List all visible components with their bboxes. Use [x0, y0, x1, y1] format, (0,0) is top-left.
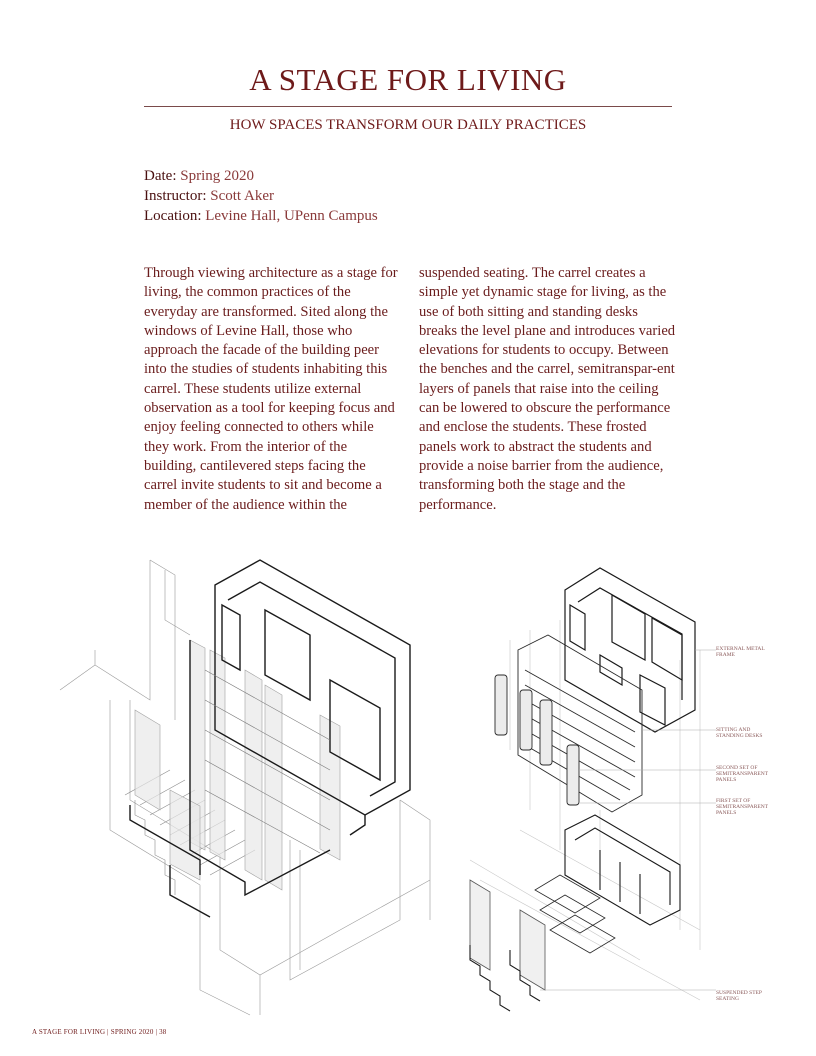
title-divider — [144, 106, 672, 107]
axonometric-drawings — [0, 550, 816, 1020]
location-label: Location: — [144, 208, 202, 224]
date-value: Spring 2020 — [180, 168, 254, 184]
body-column-2: suspended seating. The carrel creates a simple yet dynamic stage for living, as the use of both sitting and standing desks breaks the level plane and introduces varied elevations for students to occupy. Between the benches and the carrel, semitranspar-ent layers of panels that raise into the ceiling can be lowered to obscure the performance and enclose the students. These frosted panels work to abstract the students and provide a noise barrier from the audience, transforming both the stage and the performance. — [419, 265, 676, 513]
date-label: Date: — [144, 168, 177, 184]
location-value: Levine Hall, UPenn Campus — [205, 208, 378, 224]
meta-location — [144, 206, 378, 226]
meta-instructor — [144, 186, 378, 206]
project-meta — [144, 166, 378, 226]
instructor-label: Instructor: — [144, 188, 207, 204]
label-external-frame: EXTERNAL METAL FRAME — [716, 646, 765, 658]
label-step-seating: SUSPENDED STEP SEATING — [716, 990, 762, 1002]
body-column-1: Through viewing architecture as a stage for living, the common practices of the everyday are transformed. Sited along the windows of Levine Hall, those who approach the facade of the building peer into the studies of students inhabiting this carrel. These students utilize external observation as a tool for keeping focus and enjoy feeling connected to others while they work. From the interior of the building, cantilevered steps facing the carrel invite students to sit and become a member of the audience within the — [144, 265, 398, 513]
page-footer: A STAGE FOR LIVING | SPRING 2020 | 38 — [32, 1028, 167, 1036]
exploded-carrel-drawing — [470, 568, 716, 1011]
label-second-panels: SECOND SET OF SEMITRANSPARENT PANELS — [716, 765, 768, 783]
page-subtitle: HOW SPACES TRANSFORM OUR DAILY PRACTICES — [229, 117, 587, 133]
page-title: A STAGE FOR LIVING — [249, 62, 567, 97]
instructor-value: Scott Aker — [210, 188, 274, 204]
label-first-panels: FIRST SET OF SEMITRANSPARENT PANELS — [716, 798, 768, 816]
meta-date — [144, 166, 378, 186]
label-desks: SITTING AND STANDING DESKS — [716, 727, 763, 739]
